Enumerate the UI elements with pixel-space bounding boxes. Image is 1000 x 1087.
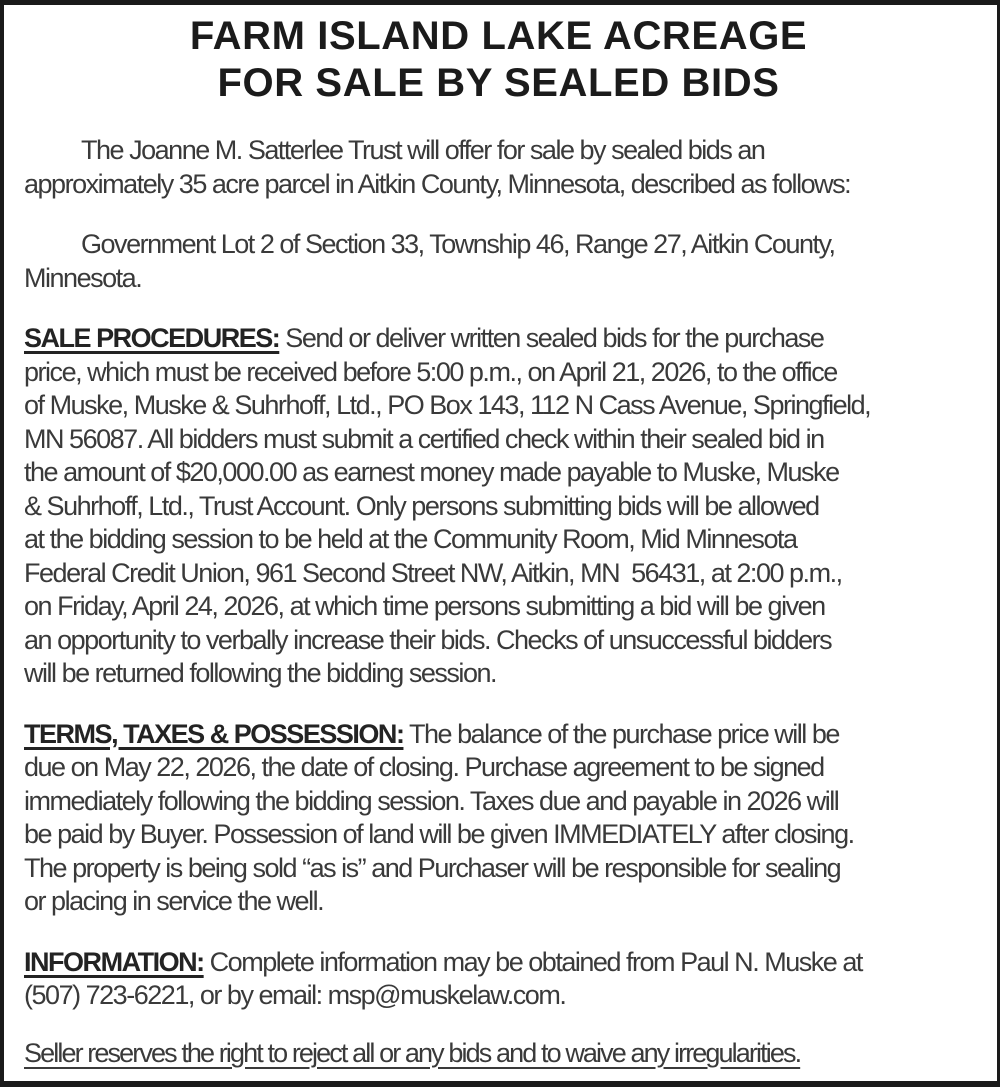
sale-procedures-paragraph (24, 322, 973, 691)
text-line: MN 56087. All bidders must submit a certified check within their sealed bid in (24, 423, 824, 454)
legal-description-paragraph (24, 228, 973, 295)
text-line: be paid by Buyer. Possession of land will be given IMMEDIATELY after closing. (24, 819, 854, 849)
text-line: immediately following the bidding session. Taxes due and payable in 2026 will (24, 785, 839, 816)
text-line: the amount of $20,000.00 as earnest money made payable to Muske, Muske (24, 457, 839, 487)
text-line: will be returned following the bidding session. (24, 658, 497, 688)
text-line: Federal Credit Union, 961 Second Street NW, Aitkin, MN 56431, at 2:00 p.m., (24, 557, 842, 588)
text-line: at the bidding session to be held at the Community Room, Mid Minnesota (24, 524, 797, 554)
text-line: (507) 723-6221, or by email: msp@muskelaw.com. (24, 980, 566, 1010)
text-line: The property is being sold “as is” and Purchaser will be responsible for sealing (24, 852, 841, 883)
text-line: on Friday, April 24, 2026, at which time persons submitting a bid will be given (24, 591, 825, 621)
text-line (24, 718, 973, 752)
text-line: an opportunity to verbally increase their bids. Checks of unsuccessful bidders (24, 624, 832, 655)
terms-taxes-possession-paragraph (24, 718, 973, 919)
text-line: & Suhrhoff, Ltd., Trust Account. Only persons submitting bids will be allowed (24, 490, 819, 521)
intro-paragraph (24, 134, 973, 201)
terms-taxes-possession-heading: TERMS, TAXES & POSSESSION: (24, 718, 404, 749)
text-line: Government Lot 2 of Section 33, Township 46, Range 27, Aitkin County, (81, 229, 835, 259)
text-line: or placing in service the well. (24, 886, 324, 916)
seller-rights-disclaimer: Seller reserves the right to reject all or any bids and to waive any irregularities. (24, 1037, 801, 1068)
text-line: Minnesota. (24, 262, 142, 293)
text-line (24, 322, 973, 356)
text-line: The Joanne M. Satterlee Trust will offer for sale by sealed bids an (81, 135, 765, 165)
text-line: due on May 22, 2026, the date of closing. Purchase agreement to be signed (24, 752, 824, 782)
notice-title (24, 13, 973, 107)
notice-title-line-2: FOR SALE BY SEALED BIDS (217, 61, 780, 105)
sale-procedures-heading: SALE PROCEDURES: (24, 323, 280, 353)
text-line-body: The balance of the purchase price will be (403, 718, 839, 749)
text-line-body: Send or deliver written sealed bids for the purchase (279, 323, 824, 353)
information-paragraph (24, 946, 973, 1013)
information-heading: INFORMATION: (24, 946, 204, 977)
text-line: approximately 35 acre parcel in Aitkin County, Minnesota, described as follows: (24, 168, 851, 199)
text-line: price, which must be received before 5:00 p.m., on April 21, 2026, to the office (24, 356, 837, 387)
notice-title-line-1: FARM ISLAND LAKE ACREAGE (189, 14, 808, 58)
text-line-body: Complete information may be obtained from Paul N. Muske at (203, 946, 862, 977)
text-line: of Muske, Muske & Suhrhoff, Ltd., PO Box 143, 112 N Cass Avenue, Springfield, (24, 390, 871, 420)
text-line (24, 946, 973, 980)
